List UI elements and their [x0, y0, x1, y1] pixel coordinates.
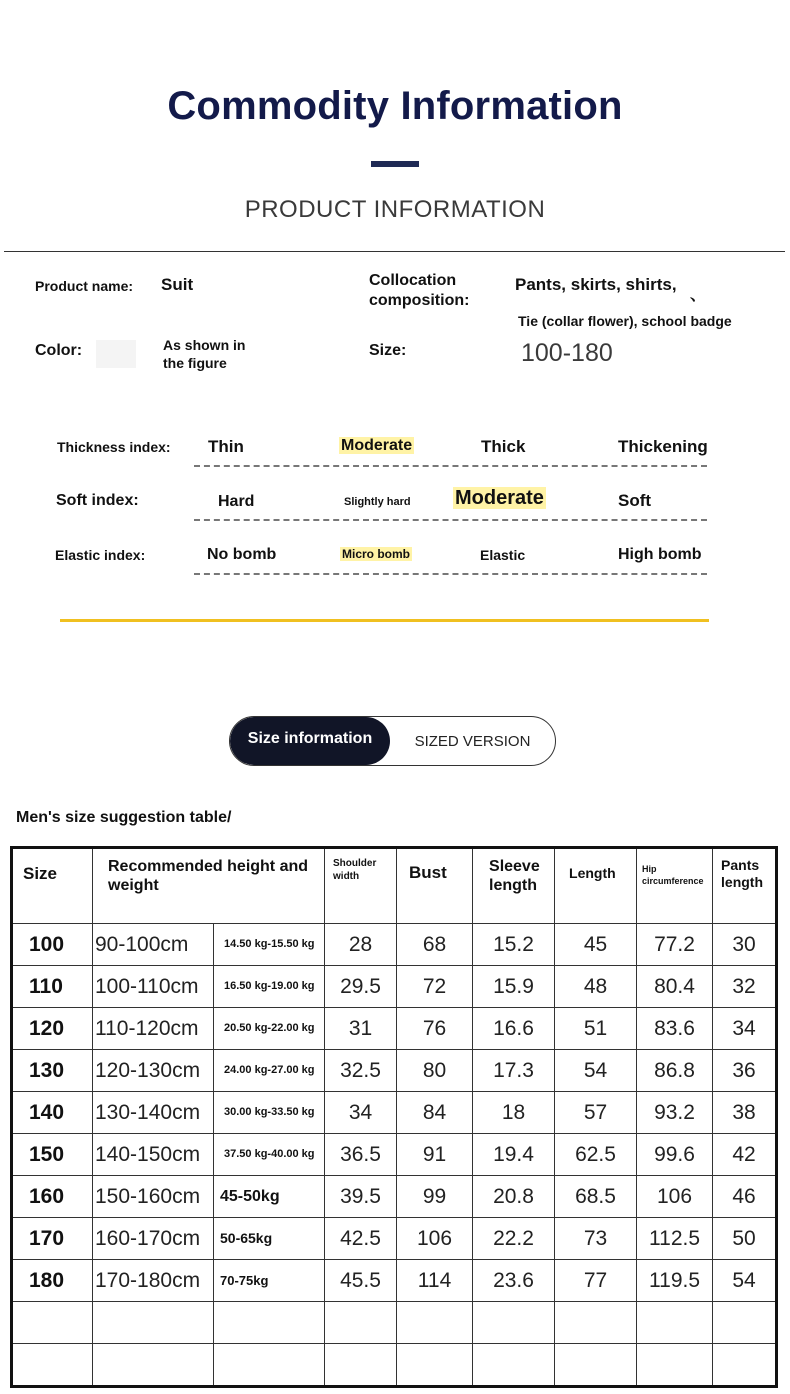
cell-weight: 20.50 kg-22.00 kg [214, 1008, 325, 1050]
cell-sleeve: 17.3 [473, 1050, 555, 1092]
cell-height: 90-100cm [93, 924, 214, 966]
header-bust: Bust [397, 848, 473, 924]
cell-pants: 46 [713, 1176, 777, 1218]
empty-cell [325, 1302, 397, 1344]
cell-hip: 119.5 [637, 1260, 713, 1302]
cell-sleeve: 15.2 [473, 924, 555, 966]
cell-hip: 106 [637, 1176, 713, 1218]
size-table-caption: Men's size suggestion table/ [16, 809, 232, 826]
empty-cell [637, 1344, 713, 1387]
cell-sleeve: 19.4 [473, 1134, 555, 1176]
cell-weight: 16.50 kg-19.00 kg [214, 966, 325, 1008]
cell-weight: 30.00 kg-33.50 kg [214, 1092, 325, 1134]
color-swatch [96, 340, 136, 368]
cell-size: 180 [12, 1260, 93, 1302]
cell-hip: 86.8 [637, 1050, 713, 1092]
table-row [12, 1092, 777, 1134]
cell-height: 170-180cm [93, 1260, 214, 1302]
page-subtitle: PRODUCT INFORMATION [244, 196, 546, 223]
empty-cell [473, 1302, 555, 1344]
cell-shoulder: 29.5 [325, 966, 397, 1008]
empty-cell [637, 1302, 713, 1344]
cell-length: 77 [555, 1260, 637, 1302]
thickness-dashed-line [194, 465, 707, 467]
collocation-label-line2: composition: [369, 292, 470, 309]
soft-dashed-line [194, 519, 707, 521]
cell-hip: 112.5 [637, 1218, 713, 1260]
cell-bust: 114 [397, 1260, 473, 1302]
tab-size-information[interactable]: Size information [230, 717, 390, 765]
header-sleeve-length: Sleeve length [473, 848, 555, 924]
cell-length: 48 [555, 966, 637, 1008]
table-row [12, 966, 777, 1008]
cell-sleeve: 15.9 [473, 966, 555, 1008]
cell-hip: 80.4 [637, 966, 713, 1008]
cell-size: 140 [12, 1092, 93, 1134]
cell-shoulder: 34 [325, 1092, 397, 1134]
collocation-value-mark: 、 [690, 287, 707, 304]
color-label: Color: [35, 342, 83, 359]
table-row [12, 924, 777, 966]
cell-bust: 84 [397, 1092, 473, 1134]
empty-cell [214, 1344, 325, 1387]
color-value-line1: As shown in [163, 337, 246, 353]
soft-option-slightly-hard: Slightly hard [344, 496, 411, 508]
cell-shoulder: 31 [325, 1008, 397, 1050]
empty-cell [473, 1344, 555, 1387]
thickness-index-label: Thickness index: [57, 439, 171, 455]
cell-sleeve: 18 [473, 1092, 555, 1134]
cell-pants: 32 [713, 966, 777, 1008]
cell-pants: 36 [713, 1050, 777, 1092]
cell-length: 51 [555, 1008, 637, 1050]
cell-bust: 106 [397, 1218, 473, 1260]
empty-cell [397, 1344, 473, 1387]
cell-bust: 72 [397, 966, 473, 1008]
cell-shoulder: 32.5 [325, 1050, 397, 1092]
cell-size: 120 [12, 1008, 93, 1050]
cell-length: 62.5 [555, 1134, 637, 1176]
cell-bust: 91 [397, 1134, 473, 1176]
cell-height: 150-160cm [93, 1176, 214, 1218]
cell-sleeve: 22.2 [473, 1218, 555, 1260]
collocation-value-line2: Tie (collar flower), school badge [518, 313, 732, 329]
cell-hip: 93.2 [637, 1092, 713, 1134]
header-shoulder-width: Shoulder width [325, 848, 397, 924]
empty-cell [93, 1344, 214, 1387]
table-row [12, 1008, 777, 1050]
cell-weight: 70-75kg [214, 1260, 325, 1302]
cell-size: 160 [12, 1176, 93, 1218]
size-table [10, 846, 778, 1388]
cell-hip: 77.2 [637, 924, 713, 966]
cell-size: 150 [12, 1134, 93, 1176]
table-row [12, 1050, 777, 1092]
cell-height: 160-170cm [93, 1218, 214, 1260]
cell-length: 73 [555, 1218, 637, 1260]
cell-shoulder: 28 [325, 924, 397, 966]
thickness-option-thickening: Thickening [618, 437, 708, 456]
cell-shoulder: 36.5 [325, 1134, 397, 1176]
soft-index-label: Soft index: [56, 492, 139, 509]
cell-hip: 83.6 [637, 1008, 713, 1050]
cell-height: 140-150cm [93, 1134, 214, 1176]
size-label: Size: [369, 342, 407, 359]
elastic-option-high-bomb: High bomb [618, 546, 702, 563]
cell-size: 110 [12, 966, 93, 1008]
soft-option-hard: Hard [218, 493, 255, 510]
elastic-option-micro-bomb: Micro bomb [342, 547, 410, 561]
empty-cell [713, 1344, 777, 1387]
thickness-option-thick: Thick [481, 437, 526, 456]
empty-cell [555, 1302, 637, 1344]
title-underline [371, 161, 419, 167]
yellow-divider [60, 619, 709, 622]
cell-bust: 68 [397, 924, 473, 966]
product-name-value: Suit [161, 275, 194, 294]
collocation-label-line1: Collocation [369, 272, 457, 289]
elastic-index-label: Elastic index: [55, 547, 146, 563]
soft-option-moderate: Moderate [455, 487, 544, 509]
cell-pants: 42 [713, 1134, 777, 1176]
thickness-option-moderate: Moderate [341, 437, 413, 454]
table-header-row [12, 848, 777, 924]
empty-cell [12, 1344, 93, 1387]
header-pants-length: Pants length [713, 848, 777, 924]
collocation-value-line1: Pants, skirts, shirts, [515, 275, 677, 294]
cell-weight: 37.50 kg-40.00 kg [214, 1134, 325, 1176]
cell-sleeve: 23.6 [473, 1260, 555, 1302]
table-row-empty [12, 1302, 777, 1344]
cell-bust: 76 [397, 1008, 473, 1050]
thickness-option-thin: Thin [208, 437, 244, 456]
table-row-empty [12, 1344, 777, 1387]
soft-option-soft: Soft [618, 491, 652, 510]
cell-length: 57 [555, 1092, 637, 1134]
empty-cell [93, 1302, 214, 1344]
product-name-label: Product name: [35, 278, 134, 294]
cell-sleeve: 16.6 [473, 1008, 555, 1050]
cell-weight: 45-50kg [214, 1176, 325, 1218]
empty-cell [397, 1302, 473, 1344]
cell-sleeve: 20.8 [473, 1176, 555, 1218]
cell-pants: 38 [713, 1092, 777, 1134]
cell-hip: 99.6 [637, 1134, 713, 1176]
header-length: Length [555, 848, 637, 924]
color-value-line2: the figure [163, 355, 227, 371]
cell-height: 100-110cm [93, 966, 214, 1008]
cell-size: 100 [12, 924, 93, 966]
elastic-dashed-line [194, 573, 707, 575]
cell-bust: 99 [397, 1176, 473, 1218]
cell-length: 68.5 [555, 1176, 637, 1218]
cell-height: 110-120cm [93, 1008, 214, 1050]
cell-shoulder: 42.5 [325, 1218, 397, 1260]
cell-weight: 50-65kg [214, 1218, 325, 1260]
empty-cell [214, 1302, 325, 1344]
cell-height: 120-130cm [93, 1050, 214, 1092]
cell-weight: 14.50 kg-15.50 kg [214, 924, 325, 966]
cell-bust: 80 [397, 1050, 473, 1092]
section-divider [4, 251, 785, 252]
cell-size: 170 [12, 1218, 93, 1260]
cell-pants: 50 [713, 1218, 777, 1260]
cell-shoulder: 45.5 [325, 1260, 397, 1302]
cell-height: 130-140cm [93, 1092, 214, 1134]
page-title: Commodity Information [167, 84, 623, 128]
header-hip-circumference: Hip circumference [637, 848, 713, 924]
cell-shoulder: 39.5 [325, 1176, 397, 1218]
tab-sized-version[interactable]: SIZED VERSION [414, 733, 531, 750]
cell-weight: 24.00 kg-27.00 kg [214, 1050, 325, 1092]
cell-pants: 30 [713, 924, 777, 966]
table-row [12, 1176, 777, 1218]
size-range-value: 100-180 [521, 339, 613, 367]
empty-cell [12, 1302, 93, 1344]
table-row [12, 1218, 777, 1260]
table-row [12, 1134, 777, 1176]
cell-size: 130 [12, 1050, 93, 1092]
header-size: Size [12, 848, 93, 924]
cell-length: 54 [555, 1050, 637, 1092]
elastic-option-no-bomb: No bomb [207, 546, 277, 563]
table-row [12, 1260, 777, 1302]
header-recommended: Recommended height and weight [93, 848, 325, 924]
empty-cell [325, 1344, 397, 1387]
elastic-option-elastic: Elastic [480, 547, 526, 563]
cell-pants: 34 [713, 1008, 777, 1050]
cell-length: 45 [555, 924, 637, 966]
empty-cell [713, 1302, 777, 1344]
size-tabs [229, 716, 556, 766]
empty-cell [555, 1344, 637, 1387]
cell-pants: 54 [713, 1260, 777, 1302]
